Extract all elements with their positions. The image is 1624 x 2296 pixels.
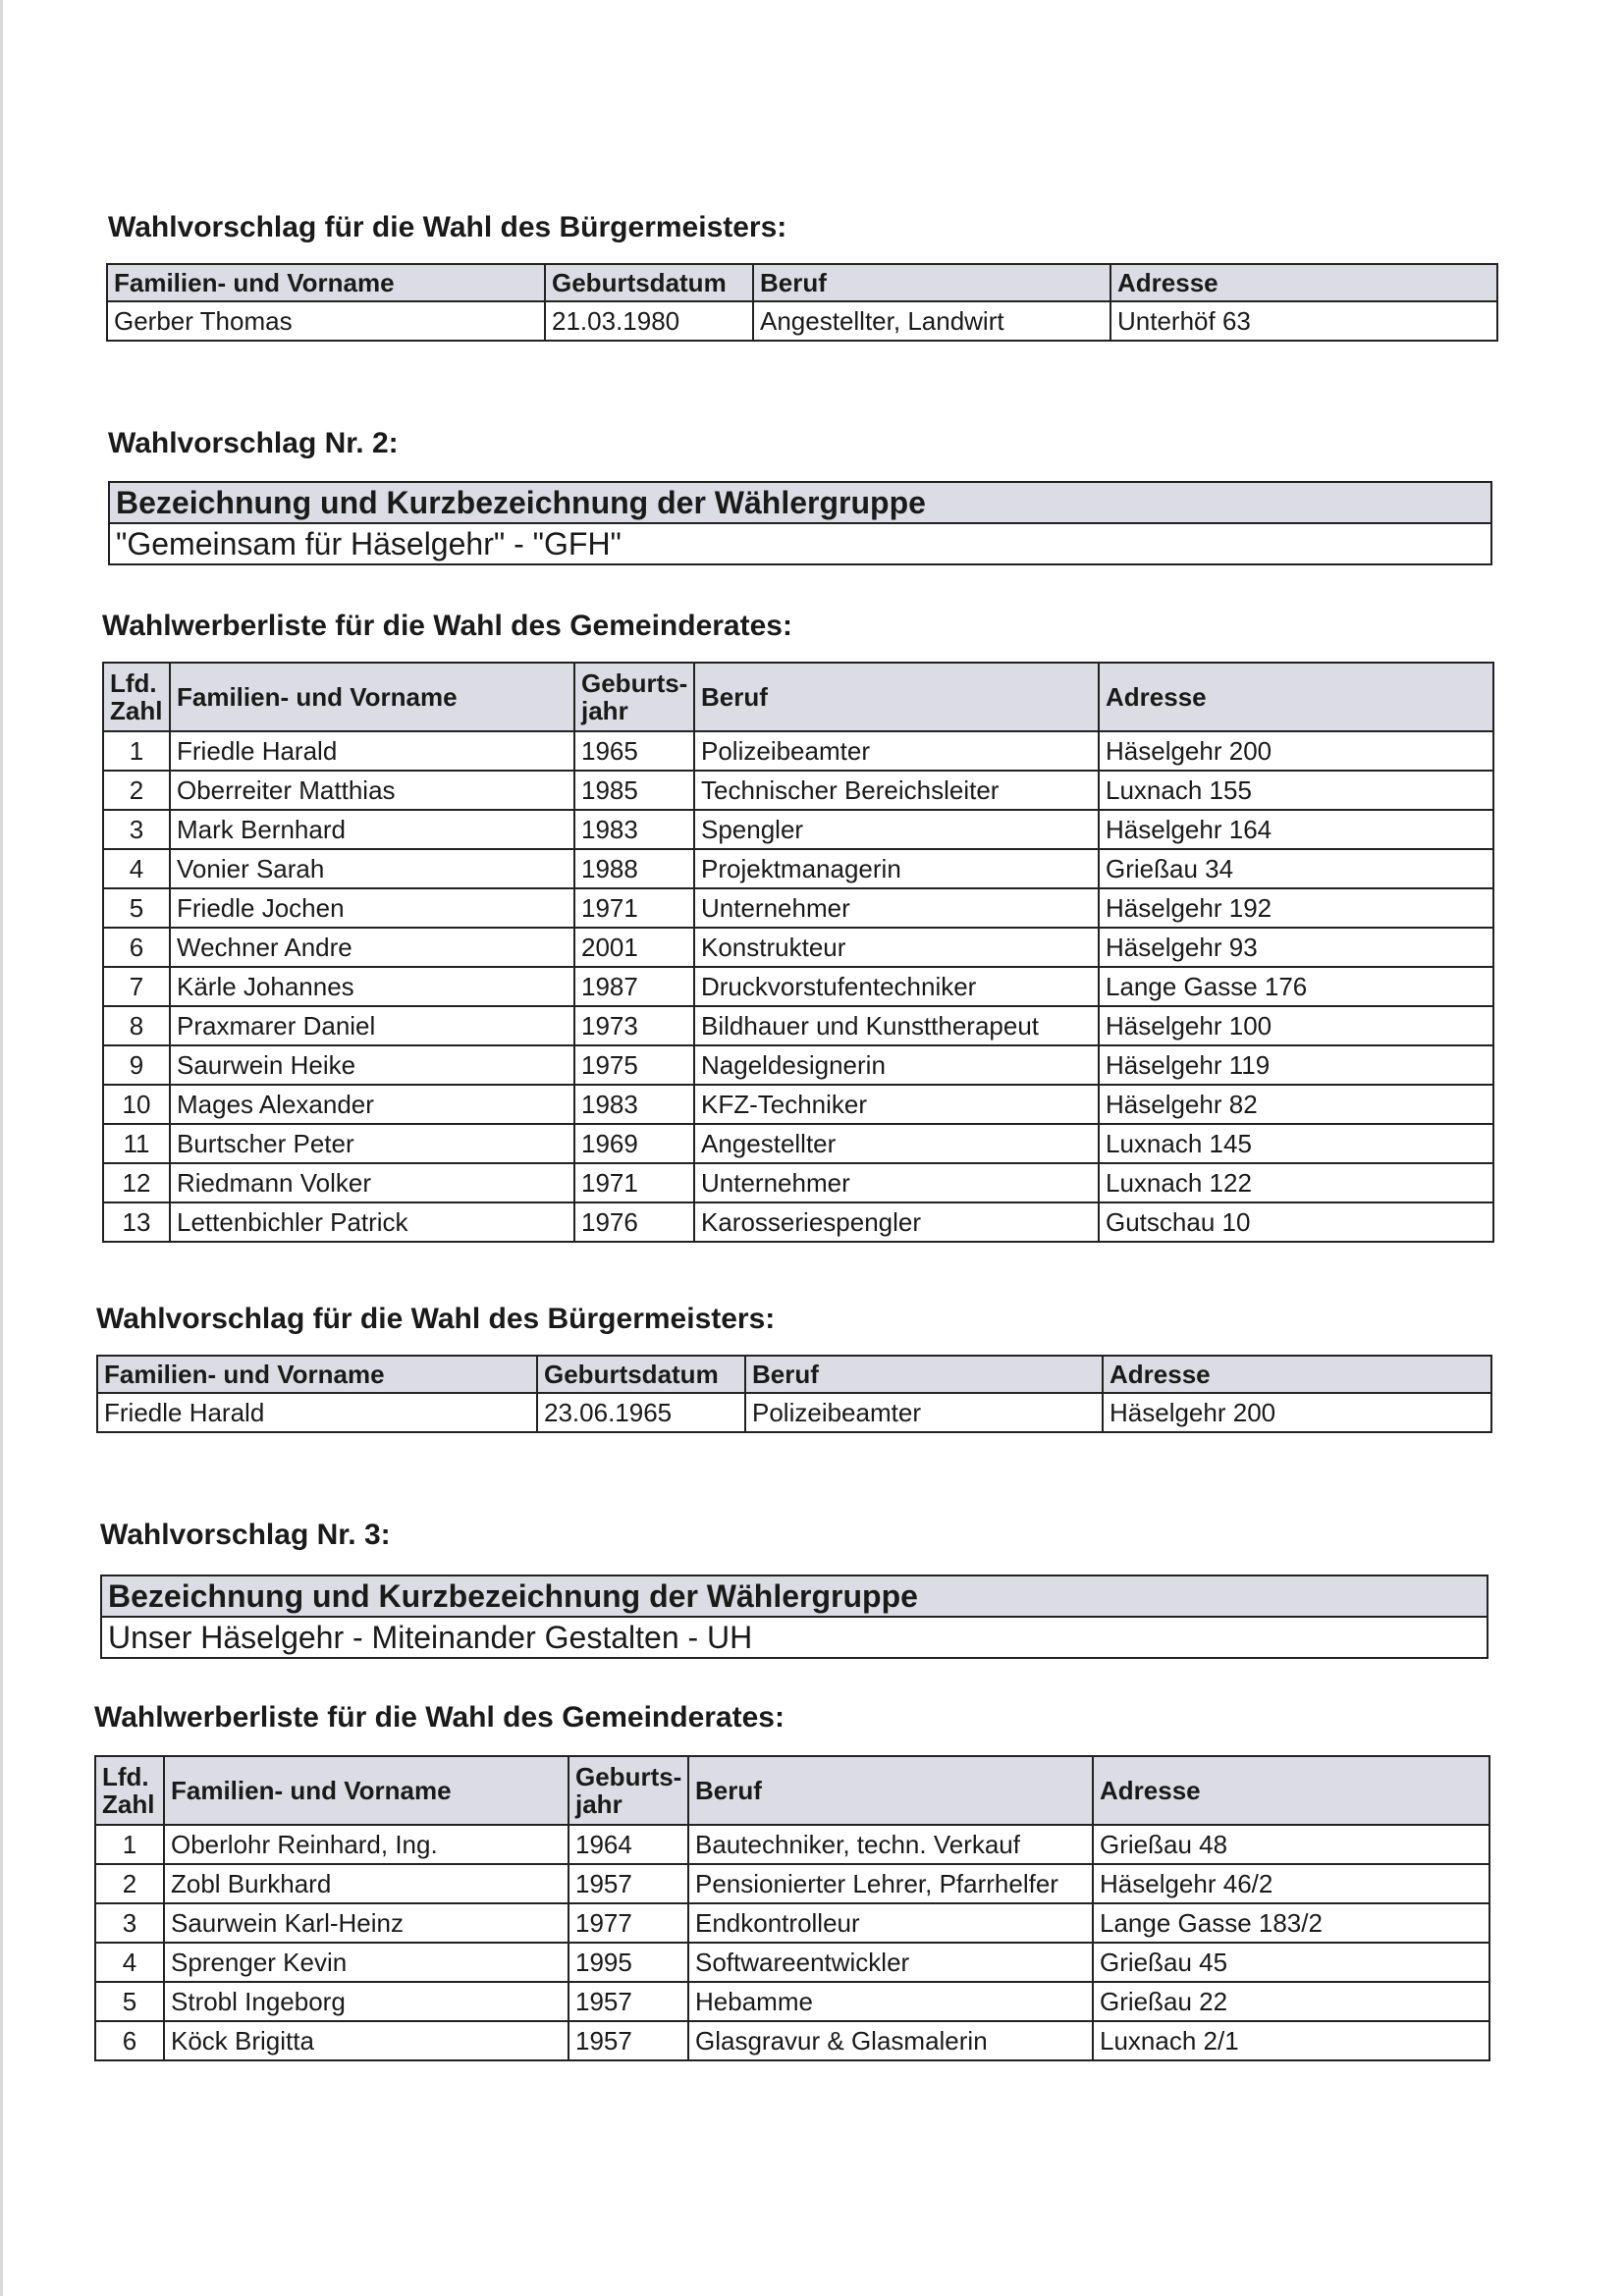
- profession-cell: Unternehmer: [694, 1163, 1099, 1202]
- birthyear-cell: 2001: [574, 928, 694, 967]
- birthyear-cell: 1957: [568, 1864, 688, 1903]
- table-row: [95, 1864, 1489, 1903]
- profession-cell: KFZ-Techniker: [694, 1085, 1099, 1124]
- table-row: [103, 810, 1493, 849]
- address-cell: Luxnach 155: [1099, 771, 1493, 810]
- address-cell: Lange Gasse 183/2: [1093, 1903, 1489, 1943]
- table-row: [103, 1163, 1493, 1202]
- table-row: [97, 1393, 1491, 1432]
- mayor1-title: Wahlvorschlag für die Wahl des Bürgermeisters:: [108, 211, 787, 243]
- profession-cell: Technischer Bereichsleiter: [694, 771, 1099, 810]
- profession-cell: Angestellter: [694, 1124, 1099, 1163]
- profession-cell: Bildhauer und Kunsttherapeut: [694, 1006, 1099, 1045]
- number-cell: 3: [103, 810, 170, 849]
- table-row: [95, 2021, 1489, 2060]
- group-name: "Gemeinsam für Häselgehr" - "GFH": [116, 526, 622, 561]
- col-name-header: Familien- und Vorname: [107, 264, 545, 301]
- name-cell: Mages Alexander: [170, 1085, 574, 1124]
- number-cell: 2: [95, 1864, 164, 1903]
- name-cell: Strobl Ingeborg: [164, 1982, 568, 2021]
- col-birthyear-header-line2: jahr: [581, 696, 628, 725]
- address-cell: Häselgehr 93: [1099, 928, 1493, 967]
- name-cell: Sprenger Kevin: [164, 1943, 568, 1982]
- col-number-header-line2: Zahl: [102, 1789, 155, 1819]
- proposal3-title: Wahlvorschlag Nr. 3:: [100, 1519, 391, 1551]
- proposal2-group-box: [108, 481, 1492, 565]
- mayor2-header-row: [97, 1356, 1491, 1393]
- profession-cell: Nageldesignerin: [694, 1045, 1099, 1085]
- birthyear-cell: 1995: [568, 1943, 688, 1982]
- table-row: [95, 1903, 1489, 1943]
- profession-cell: Polizeibeamter: [745, 1393, 1103, 1432]
- table-row: [103, 849, 1493, 888]
- profession-cell: Hebamme: [688, 1982, 1093, 2021]
- number-cell: 7: [103, 967, 170, 1006]
- table-row: [95, 1825, 1489, 1864]
- col-profession-header: Beruf: [694, 663, 1099, 731]
- address-cell: Luxnach 2/1: [1093, 2021, 1489, 2060]
- birthyear-cell: 1965: [574, 731, 694, 771]
- table-row: [107, 301, 1497, 341]
- proposal2-title: Wahlvorschlag Nr. 2:: [108, 427, 399, 459]
- birthyear-cell: 1985: [574, 771, 694, 810]
- col-number-header: [103, 663, 170, 731]
- number-cell: 12: [103, 1163, 170, 1202]
- profession-cell: Angestellter, Landwirt: [753, 301, 1110, 341]
- table-row: [103, 928, 1493, 967]
- name-cell: Oberlohr Reinhard, Ing.: [164, 1825, 568, 1864]
- number-cell: 2: [103, 771, 170, 810]
- table-row: [103, 1006, 1493, 1045]
- name-cell: Vonier Sarah: [170, 849, 574, 888]
- table-row: [103, 1045, 1493, 1085]
- address-cell: Häselgehr 192: [1099, 888, 1493, 928]
- profession-cell: Karosseriespengler: [694, 1202, 1099, 1242]
- address-cell: Lange Gasse 176: [1099, 967, 1493, 1006]
- birthyear-cell: 1983: [574, 810, 694, 849]
- profession-cell: Bautechniker, techn. Verkauf: [688, 1825, 1093, 1864]
- number-cell: 8: [103, 1006, 170, 1045]
- name-cell: Zobl Burkhard: [164, 1864, 568, 1903]
- col-number-header: [95, 1756, 164, 1825]
- table-row: [103, 967, 1493, 1006]
- col-number-header-line2: Zahl: [110, 696, 163, 725]
- address-cell: Grießau 45: [1093, 1943, 1489, 1982]
- profession-cell: Glasgravur & Glasmalerin: [688, 2021, 1093, 2060]
- address-cell: Gutschau 10: [1099, 1202, 1493, 1242]
- group-name: Unser Häselgehr - Miteinander Gestalten - UH: [108, 1620, 753, 1655]
- birthyear-cell: 1983: [574, 1085, 694, 1124]
- col-profession-header: Beruf: [688, 1756, 1093, 1825]
- name-cell: Burtscher Peter: [170, 1124, 574, 1163]
- col-birthdate-header: Geburtsdatum: [537, 1356, 745, 1393]
- birthyear-cell: 1988: [574, 849, 694, 888]
- profession-cell: Konstrukteur: [694, 928, 1099, 967]
- proposal2-list-title: Wahlwerberliste für die Wahl des Gemeinderates:: [102, 610, 792, 642]
- mayor2-table: [96, 1355, 1492, 1433]
- proposal2-candidate-table: [102, 662, 1494, 1243]
- number-cell: 6: [95, 2021, 164, 2060]
- number-cell: 5: [95, 1982, 164, 2021]
- col-profession-header: Beruf: [745, 1356, 1103, 1393]
- col-number-header-line1: Lfd.: [110, 668, 157, 698]
- col-address-header: Adresse: [1093, 1756, 1489, 1825]
- birthdate-cell: 23.06.1965: [537, 1393, 745, 1432]
- birthyear-cell: 1957: [568, 1982, 688, 2021]
- table-row: [95, 1943, 1489, 1982]
- address-cell: Unterhöf 63: [1110, 301, 1497, 341]
- col-birthyear-header-line2: jahr: [575, 1789, 623, 1819]
- number-cell: 3: [95, 1903, 164, 1943]
- address-cell: Häselgehr 100: [1099, 1006, 1493, 1045]
- name-cell: Friedle Harald: [97, 1393, 537, 1432]
- address-cell: Häselgehr 82: [1099, 1085, 1493, 1124]
- address-cell: Häselgehr 164: [1099, 810, 1493, 849]
- birthyear-cell: 1973: [574, 1006, 694, 1045]
- proposal3-group-box: [100, 1575, 1489, 1659]
- col-name-header: Familien- und Vorname: [170, 663, 574, 731]
- address-cell: Luxnach 122: [1099, 1163, 1493, 1202]
- address-cell: Grießau 48: [1093, 1825, 1489, 1864]
- table-row: [95, 1982, 1489, 2021]
- proposal2-header-row: [103, 663, 1493, 731]
- table-row: [103, 1124, 1493, 1163]
- address-cell: Häselgehr 46/2: [1093, 1864, 1489, 1903]
- profession-cell: Druckvorstufentechniker: [694, 967, 1099, 1006]
- birthyear-cell: 1976: [574, 1202, 694, 1242]
- name-cell: Lettenbichler Patrick: [170, 1202, 574, 1242]
- col-address-header: Adresse: [1099, 663, 1493, 731]
- birthyear-cell: 1969: [574, 1124, 694, 1163]
- number-cell: 13: [103, 1202, 170, 1242]
- address-cell: Häselgehr 200: [1099, 731, 1493, 771]
- profession-cell: Pensionierter Lehrer, Pfarrhelfer: [688, 1864, 1093, 1903]
- birthyear-cell: 1971: [574, 1163, 694, 1202]
- birthyear-cell: 1975: [574, 1045, 694, 1085]
- profession-cell: Endkontrolleur: [688, 1903, 1093, 1943]
- number-cell: 10: [103, 1085, 170, 1124]
- name-cell: Wechner Andre: [170, 928, 574, 967]
- number-cell: 4: [103, 849, 170, 888]
- mayor2-title: Wahlvorschlag für die Wahl des Bürgermeisters:: [96, 1303, 776, 1335]
- proposal3-list-title: Wahlwerberliste für die Wahl des Gemeinderates:: [94, 1701, 785, 1734]
- col-birthdate-header: Geburtsdatum: [545, 264, 753, 301]
- number-cell: 4: [95, 1943, 164, 1982]
- name-cell: Saurwein Karl-Heinz: [164, 1903, 568, 1943]
- table-row: [103, 888, 1493, 928]
- table-row: [103, 1202, 1493, 1242]
- birthyear-cell: 1977: [568, 1903, 688, 1943]
- table-row: [103, 771, 1493, 810]
- address-cell: Grießau 22: [1093, 1982, 1489, 2021]
- profession-cell: Spengler: [694, 810, 1099, 849]
- col-birthyear-header-line1: Geburts-: [581, 668, 688, 698]
- name-cell: Oberreiter Matthias: [170, 771, 574, 810]
- name-cell: Köck Brigitta: [164, 2021, 568, 2060]
- name-cell: Friedle Jochen: [170, 888, 574, 928]
- address-cell: Häselgehr 119: [1099, 1045, 1493, 1085]
- address-cell: Luxnach 145: [1099, 1124, 1493, 1163]
- birthyear-cell: 1957: [568, 2021, 688, 2060]
- number-cell: 11: [103, 1124, 170, 1163]
- col-birthyear-header: [574, 663, 694, 731]
- name-cell: Kärle Johannes: [170, 967, 574, 1006]
- name-cell: Gerber Thomas: [107, 301, 545, 341]
- profession-cell: Projektmanagerin: [694, 849, 1099, 888]
- profession-cell: Softwareentwickler: [688, 1943, 1093, 1982]
- proposal3-candidate-table: [94, 1755, 1490, 2061]
- profession-cell: Polizeibeamter: [694, 731, 1099, 771]
- name-cell: Mark Bernhard: [170, 810, 574, 849]
- address-cell: Häselgehr 200: [1103, 1393, 1491, 1432]
- number-cell: 1: [95, 1825, 164, 1864]
- col-birthyear-header-line1: Geburts-: [575, 1762, 682, 1791]
- number-cell: 1: [103, 731, 170, 771]
- group-header: Bezeichnung und Kurzbezeichnung der Wählergruppe: [102, 1576, 1487, 1618]
- address-cell: Grießau 34: [1099, 849, 1493, 888]
- col-number-header-line1: Lfd.: [102, 1762, 149, 1791]
- name-cell: Saurwein Heike: [170, 1045, 574, 1085]
- name-cell: Riedmann Volker: [170, 1163, 574, 1202]
- page-left-edge: [0, 0, 3, 2296]
- mayor1-table: [106, 263, 1498, 342]
- name-cell: Friedle Harald: [170, 731, 574, 771]
- number-cell: 9: [103, 1045, 170, 1085]
- name-cell: Praxmarer Daniel: [170, 1006, 574, 1045]
- table-row: [103, 1085, 1493, 1124]
- birthyear-cell: 1971: [574, 888, 694, 928]
- col-address-header: Adresse: [1103, 1356, 1491, 1393]
- col-name-header: Familien- und Vorname: [97, 1356, 537, 1393]
- number-cell: 5: [103, 888, 170, 928]
- mayor1-header-row: [107, 264, 1497, 301]
- col-birthyear-header: [568, 1756, 688, 1825]
- profession-cell: Unternehmer: [694, 888, 1099, 928]
- birthdate-cell: 21.03.1980: [545, 301, 753, 341]
- birthyear-cell: 1987: [574, 967, 694, 1006]
- table-row: [103, 731, 1493, 771]
- birthyear-cell: 1964: [568, 1825, 688, 1864]
- group-header: Bezeichnung und Kurzbezeichnung der Wählergruppe: [110, 483, 1490, 524]
- col-name-header: Familien- und Vorname: [164, 1756, 568, 1825]
- number-cell: 6: [103, 928, 170, 967]
- col-address-header: Adresse: [1110, 264, 1497, 301]
- col-profession-header: Beruf: [753, 264, 1110, 301]
- proposal3-header-row: [95, 1756, 1489, 1825]
